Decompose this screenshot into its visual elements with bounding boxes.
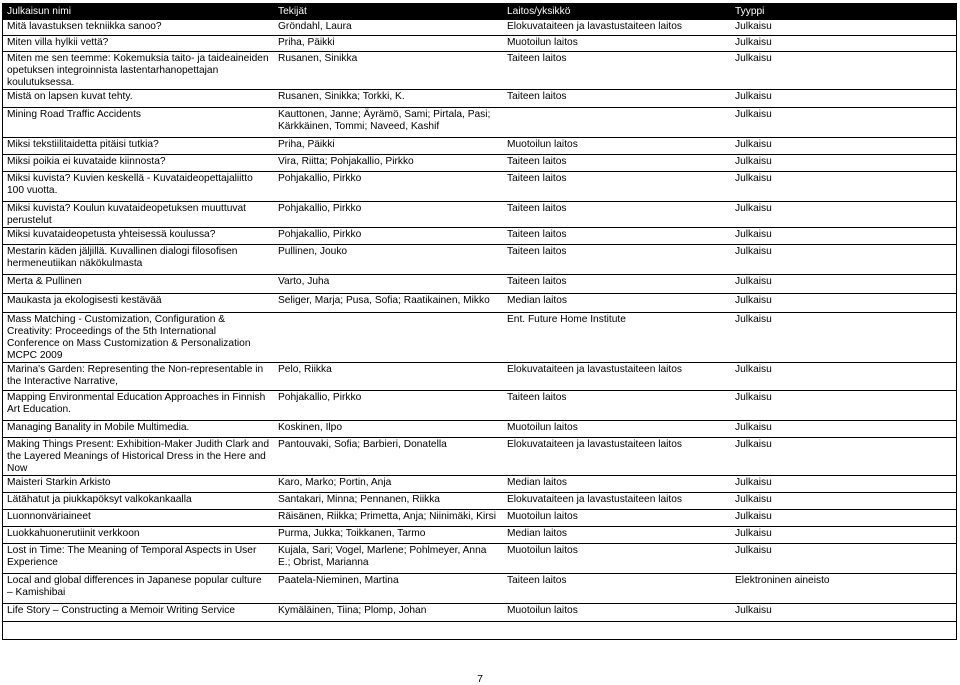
cell-authors: Rusanen, Sinikka [274,52,503,90]
cell-type: Julkaisu [731,36,956,52]
cell-title: Miksi poikia ei kuvataide kiinnosta? [3,155,274,172]
cell-type: Julkaisu [731,172,956,202]
cell-authors: Purma, Jukka; Toikkanen, Tarmo [274,527,503,544]
cell-authors: Paatela-Nieminen, Martina [274,574,503,604]
cell-department: Taiteen laitos [503,574,731,604]
cell-authors: Pantouvaki, Sofia; Barbieri, Donatella [274,438,503,476]
cell-department: Elokuvataiteen ja lavastustaiteen laitos [503,20,731,36]
cell-title: Maukasta ja ekologisesti kestävää [3,294,274,313]
cell-type: Julkaisu [731,90,956,108]
cell-department: Muotoilun laitos [503,604,731,622]
cell-type: Julkaisu [731,604,956,622]
cell-title: Local and global differences in Japanese popular culture – Kamishibai [3,574,274,604]
table-row [3,52,956,90]
table-row [3,574,956,604]
cell-department: Elokuvataiteen ja lavastustaiteen laitos [503,438,731,476]
cell-title: Mistä on lapsen kuvat tehty. [3,90,274,108]
cell-department: Taiteen laitos [503,391,731,421]
header-department: Laitos/yksikkö [503,4,731,20]
cell-department: Muotoilun laitos [503,510,731,527]
table-row [3,275,956,294]
cell-title: Miksi kuvista? Kuvien keskellä - Kuvataideopettajaliitto 100 vuotta. [3,172,274,202]
cell-type: Julkaisu [731,108,956,138]
cell-authors: Pelo, Riikka [274,363,503,391]
cell-title: Mitä lavastuksen tekniikka sanoo? [3,20,274,36]
table-row [3,228,956,245]
cell-authors: Gröndahl, Laura [274,20,503,36]
cell-department: Taiteen laitos [503,52,731,90]
cell-authors: Pohjakallio, Pirkko [274,228,503,245]
cell-title: Mass Matching - Customization, Configuration & Creativity: Proceedings of the 5th International Conference on Mass Customization & Personalization MCPC 2009 [3,313,274,363]
cell-department: Taiteen laitos [503,155,731,172]
cell-authors: Pullinen, Jouko [274,245,503,275]
cell-department: Ent. Future Home Institute [503,313,731,363]
cell-department: Median laitos [503,476,731,493]
cell-authors: Räisänen, Riikka; Primetta, Anja; Niinimäki, Kirsi [274,510,503,527]
table-row [3,510,956,527]
cell-authors: Kauttonen, Janne; Äyrämö, Sami; Pirtala, Pasi; Kärkkäinen, Tommi; Naveed, Kashif [274,108,503,138]
cell-type: Julkaisu [731,493,956,510]
cell-type: Julkaisu [731,476,956,493]
table-row [3,604,956,622]
cell-title: Luokkahuonerutiinit verkkoon [3,527,274,544]
cell-department: Muotoilun laitos [503,544,731,574]
cell-authors: Pohjakallio, Pirkko [274,172,503,202]
cell-authors: Vira, Riitta; Pohjakallio, Pirkko [274,155,503,172]
cell-type: Julkaisu [731,294,956,313]
cell-title: Mining Road Traffic Accidents [3,108,274,138]
cell-title: Miten me sen teemme: Kokemuksia taito- ja taideaineiden opetuksen integroinnista lastentarhanopettajan koulutuksessa. [3,52,274,90]
cell-authors: Varto, Juha [274,275,503,294]
cell-authors: Priha, Päikki [274,138,503,155]
cell-type: Julkaisu [731,245,956,275]
table-row [3,202,956,228]
table-row [3,90,956,108]
cell-authors: Kymäläinen, Tiina; Plomp, Johan [274,604,503,622]
table-row [3,438,956,476]
cell-type: Julkaisu [731,138,956,155]
cell-title: Mestarin käden jäljillä. Kuvallinen dialogi filosofisen hermeneutiikan näkökulmasta [3,245,274,275]
table-row [3,527,956,544]
table-row [3,155,956,172]
cell-type: Julkaisu [731,275,956,294]
cell-authors: Rusanen, Sinikka; Torkki, K. [274,90,503,108]
cell-type: Julkaisu [731,202,956,228]
table-row [3,476,956,493]
cell-department: Taiteen laitos [503,90,731,108]
header-authors: Tekijät [274,4,503,20]
table-row [3,313,956,363]
cell-title: Making Things Present: Exhibition-Maker Judith Clark and the Layered Meanings of Historical Dress in the Here and Now [3,438,274,476]
header-title: Julkaisun nimi [3,4,274,20]
cell-title: Miksi kuvataideopetusta yhteisessä koulussa? [3,228,274,245]
table-header-row [3,4,956,20]
cell-type: Julkaisu [731,313,956,363]
cell-department: Taiteen laitos [503,172,731,202]
cell-title: Lätähatut ja piukkapöksyt valkokankaalla [3,493,274,510]
cell-type: Julkaisu [731,155,956,172]
cell-authors: Seliger, Marja; Pusa, Sofia; Raatikainen, Mikko [274,294,503,313]
cell-authors: Koskinen, Ilpo [274,421,503,438]
cell-department: Elokuvataiteen ja lavastustaiteen laitos [503,493,731,510]
cell-type: Julkaisu [731,20,956,36]
table-row [3,391,956,421]
cell-type: Julkaisu [731,363,956,391]
table-row [3,20,956,36]
cell-title: Miten villa hylkii vettä? [3,36,274,52]
cell-title: Lost in Time: The Meaning of Temporal Aspects in User Experience [3,544,274,574]
table-row [3,36,956,52]
cell-department: Elokuvataiteen ja lavastustaiteen laitos [503,363,731,391]
publication-table-frame [2,3,957,640]
cell-title: Life Story – Constructing a Memoir Writing Service [3,604,274,622]
cell-type: Julkaisu [731,527,956,544]
cell-type: Julkaisu [731,438,956,476]
header-type: Tyyppi [731,4,956,20]
cell-type: Julkaisu [731,391,956,421]
page-number: 7 [477,673,483,685]
table-row [3,421,956,438]
cell-department: Muotoilun laitos [503,36,731,52]
table-row [3,138,956,155]
cell-title: Luonnonväriaineet [3,510,274,527]
table-row [3,108,956,138]
cell-authors: Santakari, Minna; Pennanen, Riikka [274,493,503,510]
cell-department: Taiteen laitos [503,228,731,245]
cell-type: Julkaisu [731,544,956,574]
table-row [3,245,956,275]
cell-title: Miksi kuvista? Koulun kuvataideopetuksen muuttuvat perustelut [3,202,274,228]
table-body [3,20,956,622]
cell-department: Muotoilun laitos [503,421,731,438]
cell-type: Julkaisu [731,510,956,527]
table-row [3,294,956,313]
cell-title: Miksi tekstiilitaidetta pitäisi tutkia? [3,138,274,155]
cell-department: Median laitos [503,294,731,313]
table-row [3,493,956,510]
cell-authors [274,313,503,363]
cell-title: Marina's Garden: Representing the Non-representable in the Interactive Narrative, [3,363,274,391]
cell-title: Merta & Pullinen [3,275,274,294]
cell-authors: Karo, Marko; Portin, Anja [274,476,503,493]
cell-department: Muotoilun laitos [503,138,731,155]
cell-type: Julkaisu [731,421,956,438]
table-row [3,172,956,202]
cell-department: Taiteen laitos [503,245,731,275]
cell-authors: Kujala, Sari; Vogel, Marlene; Pohlmeyer, Anna E.; Obrist, Marianna [274,544,503,574]
cell-type: Elektroninen aineisto [731,574,956,604]
cell-department: Taiteen laitos [503,275,731,294]
cell-authors: Pohjakallio, Pirkko [274,391,503,421]
cell-type: Julkaisu [731,228,956,245]
cell-authors: Pohjakallio, Pirkko [274,202,503,228]
cell-title: Mapping Environmental Education Approaches in Finnish Art Education. [3,391,274,421]
cell-type: Julkaisu [731,52,956,90]
cell-department: Median laitos [503,527,731,544]
cell-title: Managing Banality in Mobile Multimedia. [3,421,274,438]
table-row [3,544,956,574]
table-row [3,363,956,391]
cell-department: Taiteen laitos [503,202,731,228]
publication-table [3,4,956,622]
cell-department [503,108,731,138]
cell-authors: Priha, Päikki [274,36,503,52]
cell-title: Maisteri Starkin Arkisto [3,476,274,493]
